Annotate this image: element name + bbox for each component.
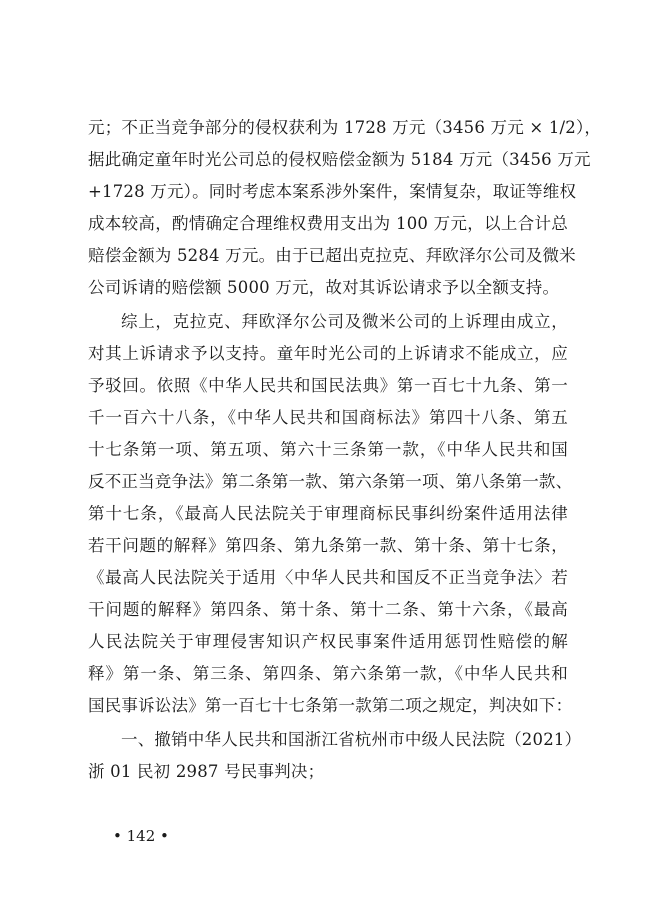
text-line: 干问题的解释》第四条、第十条、第十二条、第十六条，《最高 — [88, 600, 568, 619]
text-line: 反不正当竞争法》第二条第一款、第六条第一项、第八条第一款、 — [88, 472, 573, 491]
text-line: 若干问题的解释》第四条、第九条第一款、第十条、第十七条， — [88, 536, 568, 555]
text-line: 《最高人民法院关于适用〈中华人民共和国反不正当竞争法〉若 — [88, 568, 568, 587]
text-line: 第十七条，《最高人民法院关于审理商标民事纠纷案件适用法律 — [88, 504, 568, 523]
text-line: 释》第一条、第三条、第四条、第六条第一款，《中华人民共和 — [88, 664, 568, 683]
text-line: +1728 万元）。同时考虑本案系涉外案件，案情复杂，取证等维权 — [88, 182, 577, 201]
text-line: 人民法院关于审理侵害知识产权民事案件适用惩罚性赔偿的解 — [88, 632, 568, 651]
text-line: 国民事诉讼法》第一百七十七条第一款第二项之规定，判决如下： — [88, 696, 573, 715]
text-line: 予驳回。依照《中华人民共和国民法典》第一百七十九条、第一 — [88, 376, 568, 395]
text-line: 成本较高，酌情确定合理维权费用支出为 100 万元，以上合计总 — [88, 214, 568, 233]
paragraph-first-line: 综上，克拉克、拜欧泽尔公司及微米公司的上诉理由成立， — [121, 312, 568, 331]
page-number: • 142 • — [113, 827, 169, 845]
text-line: 元；不正当竞争部分的侵权获利为 1728 万元（3456 万元 × 1/2）， — [88, 118, 602, 137]
text-line: 赔偿金额为 5284 万元。由于已超出克拉克、拜欧泽尔公司及微米 — [88, 246, 576, 265]
text-line: 十七条第一项、第五项、第六十三条第一款，《中华人民共和国 — [88, 440, 568, 459]
text-line: 浙 01 民初 2987 号民事判决； — [88, 762, 325, 781]
text-line: 公司诉请的赔偿额 5000 万元，故对其诉讼请求予以全额支持。 — [88, 278, 560, 297]
text-line: 对其上诉请求予以支持。童年时光公司的上诉请求不能成立，应 — [88, 344, 568, 363]
judgment-item-first-line: 一、撤销中华人民共和国浙江省杭州市中级人民法院（2021） — [121, 730, 582, 749]
text-line: 千一百六十八条，《中华人民共和国商标法》第四十八条、第五 — [88, 408, 568, 427]
text-line: 据此确定童年时光公司总的侵权赔偿金额为 5184 万元（3456 万元 — [88, 150, 591, 169]
